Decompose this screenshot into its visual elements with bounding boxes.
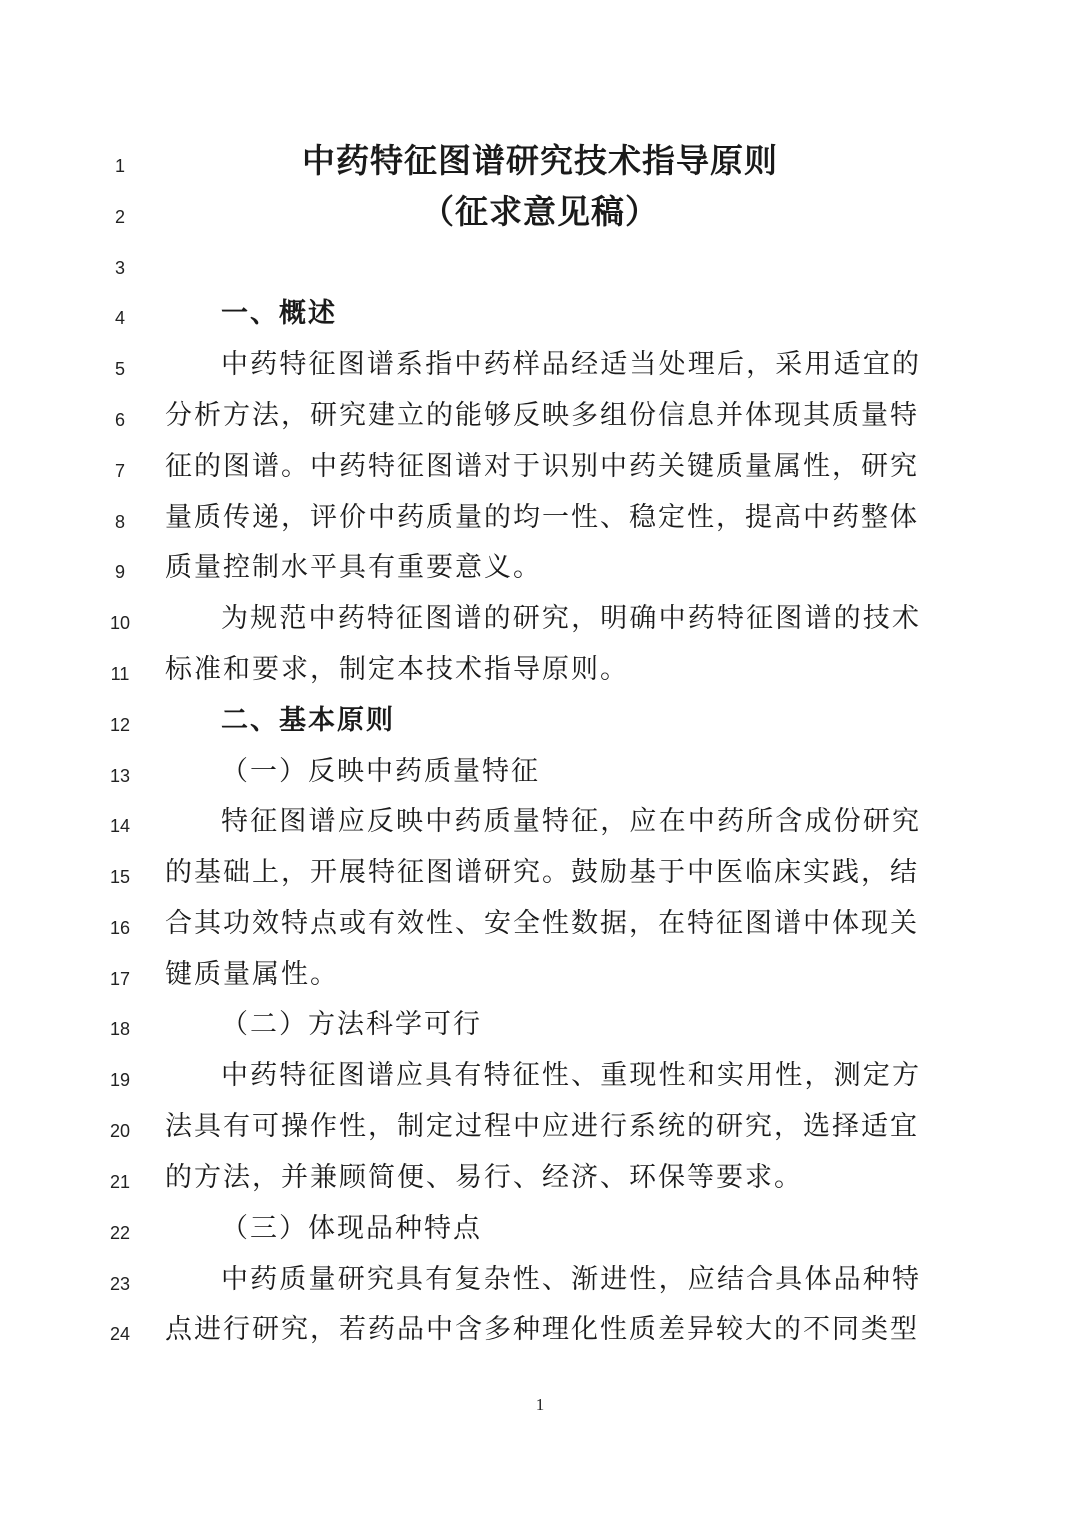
line-number: 13 bbox=[109, 766, 131, 786]
body-line: 分析方法，研究建立的能够反映多组份信息并体现其质量特 bbox=[165, 400, 919, 431]
line-number: 19 bbox=[109, 1070, 131, 1090]
line-number: 24 bbox=[109, 1324, 131, 1344]
line-number: 14 bbox=[109, 816, 131, 836]
document-title: 中药特征图谱研究技术指导原则 bbox=[302, 141, 778, 180]
subsection-heading: （二）方法科学可行 bbox=[221, 1009, 482, 1040]
line-number: 18 bbox=[109, 1019, 131, 1039]
body-line: 特征图谱应反映中药质量特征，应在中药所含成份研究 bbox=[221, 806, 921, 837]
section-heading-overview: 一、概述 bbox=[221, 298, 337, 329]
line-number: 7 bbox=[114, 461, 125, 481]
line-number: 20 bbox=[109, 1121, 131, 1141]
line-number: 6 bbox=[114, 410, 125, 430]
body-line: 标准和要求，制定本技术指导原则。 bbox=[165, 654, 629, 685]
line-number: 21 bbox=[109, 1172, 131, 1192]
subsection-heading: （一）反映中药质量特征 bbox=[221, 756, 540, 787]
section-heading-principles: 二、基本原则 bbox=[221, 705, 395, 736]
body-line: 质量控制水平具有重要意义。 bbox=[165, 552, 542, 583]
body-line: 法具有可操作性，制定过程中应进行系统的研究，选择适宜 bbox=[165, 1111, 919, 1142]
body-line: 点进行研究，若药品中含多种理化性质差异较大的不同类型 bbox=[165, 1314, 919, 1345]
body-line: 键质量属性。 bbox=[165, 959, 339, 990]
line-number: 2 bbox=[114, 207, 125, 227]
body-line: 征的图谱。中药特征图谱对于识别中药关键质量属性，研究 bbox=[165, 451, 919, 482]
body-line: 合其功效特点或有效性、安全性数据，在特征图谱中体现关 bbox=[165, 908, 919, 939]
line-number: 15 bbox=[109, 867, 131, 887]
line-number: 8 bbox=[114, 512, 125, 532]
line-number: 23 bbox=[109, 1274, 131, 1294]
body-line: 中药特征图谱应具有特征性、重现性和实用性，测定方 bbox=[221, 1060, 921, 1091]
body-line: 为规范中药特征图谱的研究，明确中药特征图谱的技术 bbox=[221, 603, 921, 634]
body-line: 的基础上，开展特征图谱研究。鼓励基于中医临床实践，结 bbox=[165, 857, 919, 888]
document-subtitle: （征求意见稿） bbox=[421, 192, 659, 231]
page-number: 1 bbox=[535, 1395, 545, 1414]
line-number: 9 bbox=[114, 562, 125, 582]
line-number: 22 bbox=[109, 1223, 131, 1243]
body-line: 中药质量研究具有复杂性、渐进性，应结合具体品种特 bbox=[221, 1264, 921, 1295]
line-number: 5 bbox=[114, 359, 125, 379]
line-number: 3 bbox=[114, 258, 125, 278]
line-number: 1 bbox=[114, 156, 125, 176]
line-number: 12 bbox=[109, 715, 131, 735]
line-number: 17 bbox=[109, 969, 131, 989]
line-number: 10 bbox=[109, 613, 131, 633]
body-line: 的方法，并兼顾简便、易行、经济、环保等要求。 bbox=[165, 1162, 803, 1193]
line-number: 11 bbox=[110, 664, 130, 684]
line-number: 4 bbox=[114, 308, 125, 328]
body-line: 中药特征图谱系指中药样品经适当处理后，采用适宜的 bbox=[221, 349, 921, 380]
body-line: 量质传递，评价中药质量的均一性、稳定性，提高中药整体 bbox=[165, 502, 919, 533]
line-number: 16 bbox=[109, 918, 131, 938]
subsection-heading: （三）体现品种特点 bbox=[221, 1213, 482, 1244]
